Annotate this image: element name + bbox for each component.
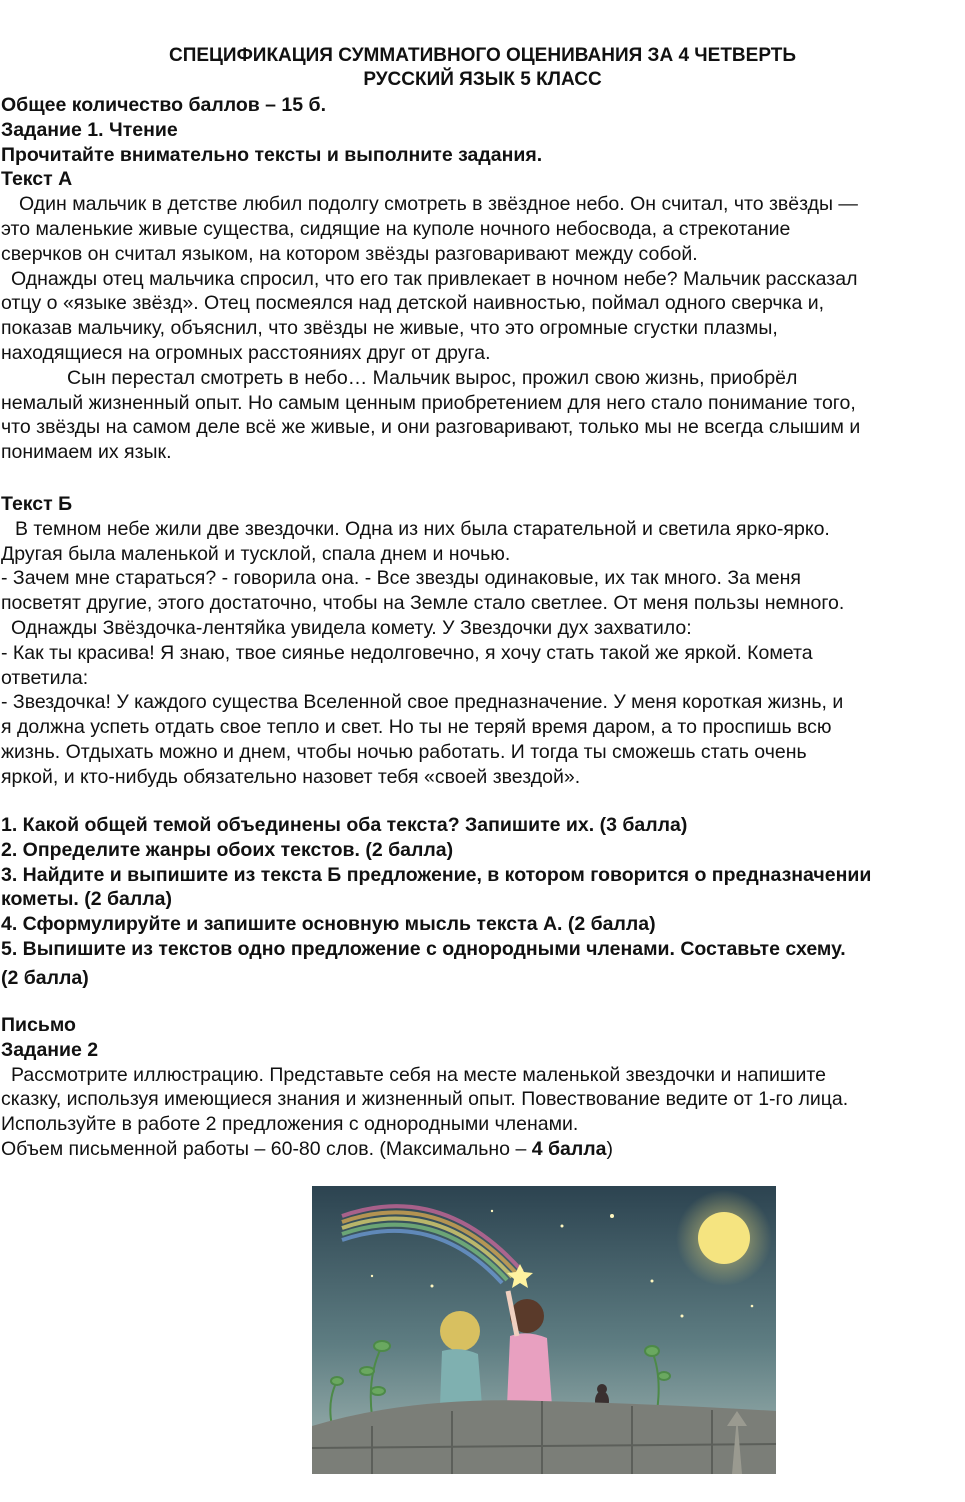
- writing-volume: [1, 1137, 963, 1162]
- text-b-heading: Текст Б: [1, 493, 73, 515]
- text-a-line: что звёзды на самом деле всё же живые, и они разговаривают, только мы не всегда слышим и: [1, 416, 861, 439]
- illustration-svg: [312, 1186, 776, 1474]
- question-5-part-2: (2 балла): [1, 966, 89, 989]
- text-b-line: Однажды Звёздочка-лентяйка увидела комету. У Звездочки дух захватило:: [11, 616, 692, 639]
- text-a-line: показав мальчику, объяснил, что звёзды не живые, что это огромные сгустки плазмы,: [1, 317, 778, 340]
- text-b-line: Другая была маленькой и тусклой, спала днем и ночью.: [1, 542, 511, 565]
- title-line-2: РУССКИЙ ЯЗЫК 5 КЛАСС: [363, 69, 602, 90]
- text-a-line: Сын перестал смотреть в небо… Мальчик вырос, прожил свою жизнь, приобрёл: [67, 366, 798, 389]
- question-5-part-1: 5. Выпишите из текстов одно предложение с однородными членами. Составьте схему.: [1, 937, 846, 960]
- question-4: 4. Сформулируйте и запишите основную мысль текста А. (2 балла): [1, 913, 656, 936]
- question-3-part-1: 3. Найдите и выпишите из текста Б предложение, в котором говорится о предназначении: [1, 863, 872, 886]
- text-b-line: я должна успеть отдать свое тепло и свет. Но ты не теряй время даром, а то проспишь всю: [1, 716, 832, 739]
- document-title: [0, 44, 965, 92]
- text-b-block: [1, 492, 963, 790]
- text-a-line: отцу о «языке звёзд». Отец посмеялся над детской наивностью, поймал одного сверчка и,: [1, 292, 825, 315]
- text-b-line: В темном небе жили две звездочки. Одна из них была старательной и светила ярко-ярко.: [15, 517, 830, 540]
- task1-heading: Задание 1. Чтение: [1, 118, 178, 141]
- text-a-line: Однажды отец мальчика спросил, что его так привлекает в ночном небе? Мальчик рассказал: [11, 267, 858, 290]
- night-sky-children-illustration: [312, 1186, 776, 1474]
- task1-instruction: Прочитайте внимательно тексты и выполните задания.: [1, 143, 543, 166]
- text-a-line: сверчков он считал языком, на котором звёзды разговаривают между собой.: [1, 242, 698, 265]
- task2-heading: Задание 2: [1, 1038, 99, 1061]
- text-a-line: Один мальчик в детстве любил подолгу смотреть в звёздное небо. Он считал, что звёзды —: [19, 193, 858, 216]
- question-2: 2. Определите жанры обоих текстов. (2 балла): [1, 838, 454, 861]
- text-a-heading: Текст А: [1, 168, 73, 191]
- writing-heading: Письмо: [1, 1014, 76, 1036]
- volume-prefix: Объем письменной работы – 60-80 слов. (Максимально –: [1, 1137, 532, 1160]
- question-3-part-2: кометы. (2 балла): [1, 888, 172, 911]
- moon-icon: [698, 1212, 750, 1264]
- stone-wall: [312, 1400, 776, 1474]
- questions-block: [1, 813, 963, 991]
- text-b-line: ответила:: [1, 666, 89, 689]
- text-b-line: яркой, и кто-нибудь обязательно назовет тебя «своей звездой».: [1, 765, 581, 788]
- text-a-line: понимаем их язык.: [1, 441, 172, 464]
- writing-line: сказку, используя имеющиеся знания и жизненный опыт. Повествование ведите от 1-го лица.: [1, 1088, 849, 1111]
- volume-suffix: ): [606, 1137, 613, 1160]
- volume-points: 4 балла: [531, 1137, 607, 1160]
- question-1: 1. Какой общей темой объединены оба текста? Запишите их. (3 балла): [1, 814, 688, 836]
- text-b-line: жизнь. Отдыхать можно и днем, чтобы ночью работать. И тогда ты сможешь стать очень: [1, 740, 807, 763]
- writing-line: Рассмотрите иллюстрацию. Представьте себя на месте маленькой звездочки и напишите: [11, 1063, 826, 1086]
- text-b-line: посветят другие, этого достаточно, чтобы на Земле стало светлее. От меня пользы немного.: [1, 592, 845, 615]
- total-points: Общее количество баллов – 15 б.: [1, 94, 326, 116]
- header-block: [1, 93, 963, 465]
- writing-line: Используйте в работе 2 предложения с однородными членами.: [1, 1113, 579, 1136]
- text-b-line: - Как ты красива! Я знаю, твое сиянье недолговечно, я хочу стать такой же яркой. Комета: [1, 641, 813, 664]
- text-b-line: - Звездочка! У каждого существа Вселенной свое предназначение. У меня короткая жизнь, и: [1, 691, 844, 714]
- text-a-line: немалый жизненный опыт. Но самым ценным приобретением для него стало понимание того,: [1, 391, 856, 414]
- text-b-line: - Зачем мне стараться? - говорила она. - Все звезды одинаковые, их так много. За меня: [1, 567, 801, 590]
- text-a-line: это маленькие живые существа, сидящие на куполе ночного небосвода, а стрекотание: [1, 217, 791, 240]
- text-a-line: находящиеся на огромных расстояниях друг от друга.: [1, 341, 491, 364]
- writing-block: [1, 1013, 963, 1162]
- title-line-1: СПЕЦИФИКАЦИЯ СУММАТИВНОГО ОЦЕНИВАНИЯ ЗА 4 ЧЕТВЕРТЬ: [169, 45, 796, 66]
